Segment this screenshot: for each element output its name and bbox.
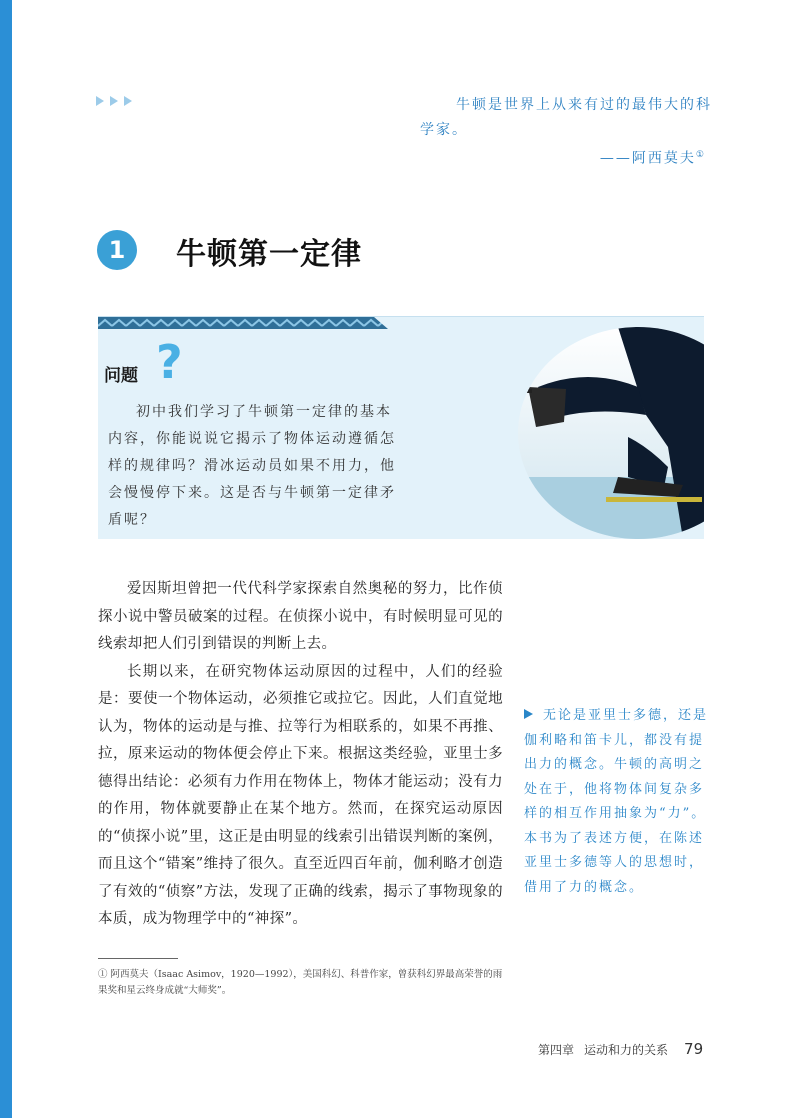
attribution-text: ——阿西莫夫 xyxy=(599,150,696,167)
page-footer xyxy=(538,1040,703,1058)
body-text xyxy=(98,576,503,934)
speed-skater-photo xyxy=(478,327,704,539)
chapter-label: 第四章 xyxy=(538,1043,575,1057)
left-margin-bar xyxy=(0,0,12,1118)
footnote-mark: ① xyxy=(695,150,706,160)
epigraph-line-2: 学家。 xyxy=(420,122,468,138)
chapter-title: 运动和力的关系 xyxy=(584,1043,669,1057)
decorative-arrows xyxy=(96,96,132,106)
epigraph xyxy=(420,93,710,172)
footnote: ① 阿西莫夫（Isaac Asimov，1920—1992），美国科幻、科普作家，曾获科幻界最高荣誉的雨果奖和星云终身成就“大师奖”。 xyxy=(98,969,503,996)
question-box xyxy=(98,316,704,539)
side-note-text: 无论是亚里士多德，还是伽利略和笛卡儿，都没有提出力的概念。牛顿的高明之处在于，他将物体间复杂多样的相互作用抽象为“力”。本书为了表述方便，在陈述亚里士多德等人的思想时，借用了力的概念。 xyxy=(524,708,709,895)
arrow-icon xyxy=(110,96,118,106)
footnote-divider xyxy=(98,958,178,959)
paragraph: 爱因斯坦曾把一代代科学家探索自然奥秘的努力，比作侦探小说中警员破案的过程。在侦探小说中，有时候明显可见的线索却把人们引到错误的判断上去。 xyxy=(98,581,503,652)
play-arrow-icon xyxy=(524,709,533,719)
decorative-stripe xyxy=(98,317,388,329)
section-number-badge: 1 xyxy=(97,230,137,270)
question-mark-icon: ? xyxy=(156,335,183,389)
question-label: 问题 xyxy=(104,366,138,386)
section-title: 牛顿第一定律 xyxy=(176,237,362,272)
paragraph: 长期以来，在研究物体运动原因的过程中，人们的经验是：要使一个物体运动，必须推它或拉它。因此，人们直觉地认为，物体的运动是与推、拉等行为相联系的，如果不再推、拉，原来运动的物体便会停止下来。根据这类经验，亚里士多德得出结论：必须有力作用在物体上，物体才能运动；没有力的作用，物体就要静止在某个地方。然而，在探究运动原因的“侦探小说”里，这正是由明显的线索引出错误判断的案例，而且这个“错案”维持了很久。直至近四百年前，伽利略才创造了有效的“侦察”方法，发现了正确的线索，揭示了事物现象的本质，成为物理学中的“神探”。 xyxy=(98,663,503,927)
arrow-icon xyxy=(96,96,104,106)
side-note xyxy=(524,704,714,900)
question-text: 初中我们学习了牛顿第一定律的基本内容，你能说说它揭示了物体运动遵循怎样的规律吗？滑冰运动员如果不用力，他会慢慢停下来。这是否与牛顿第一定律矛盾呢？ xyxy=(108,404,396,528)
page-number: 79 xyxy=(684,1040,704,1058)
arrow-icon xyxy=(124,96,132,106)
epigraph-attribution xyxy=(420,143,710,172)
epigraph-line-1: 牛顿是世界上从来有过的最伟大的科 xyxy=(456,97,712,113)
